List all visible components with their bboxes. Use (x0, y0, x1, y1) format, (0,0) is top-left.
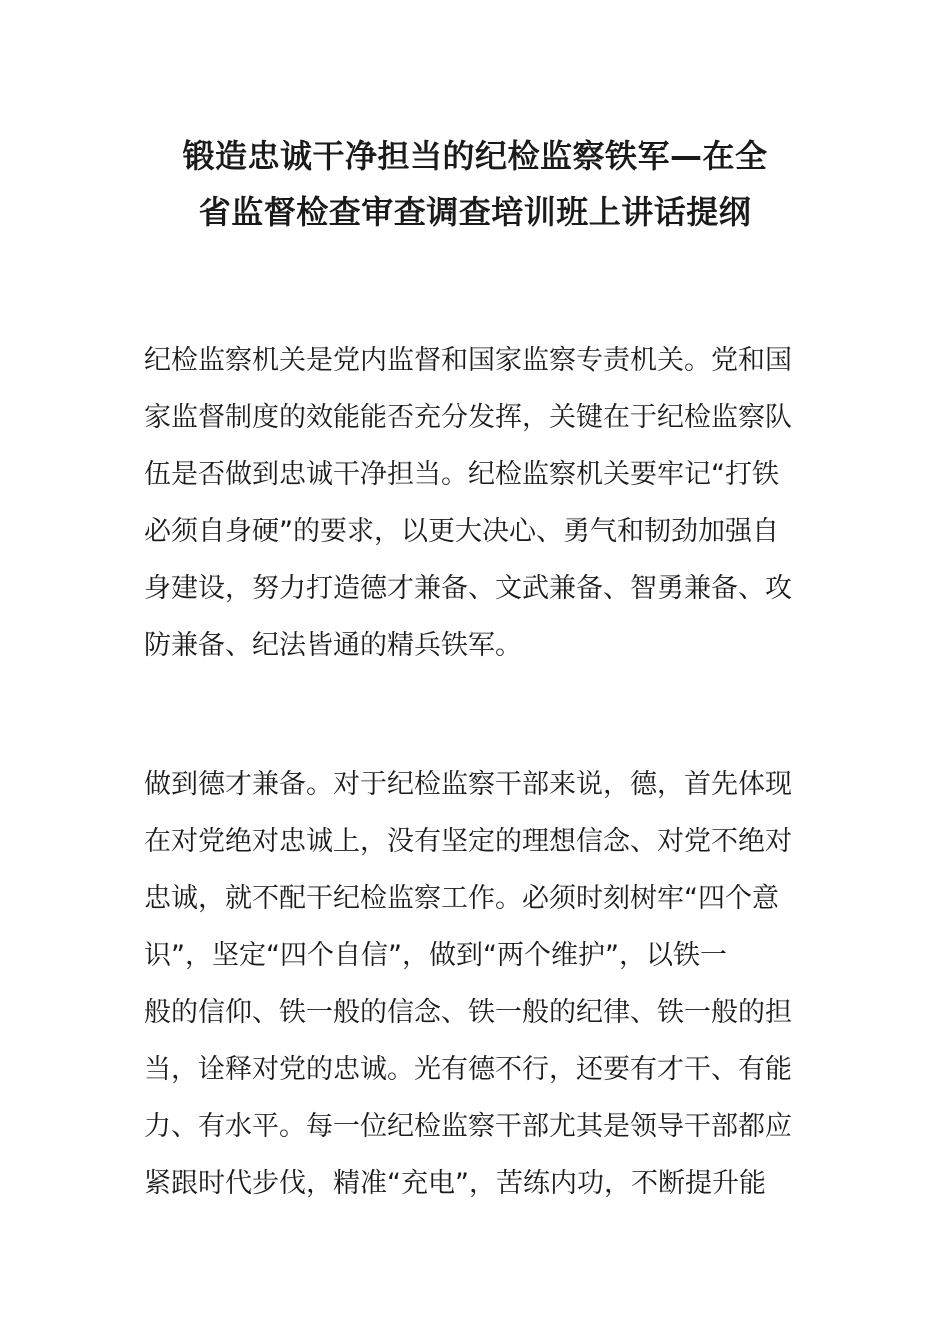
paragraph-line: 力、有水平。每一位纪检监察干部尤其是领导干部都应 (144, 1111, 792, 1142)
paragraph-line: 做到德才兼备。对于纪检监察干部来说，德，首先体现 (144, 769, 792, 800)
document-title (140, 128, 810, 240)
title-line: 省监督检查审查调查培训班上讲话提纲 (198, 193, 752, 231)
paragraph-line: 识”，坚定“四个自信”，做到“两个维护”，以铁一 (144, 940, 727, 971)
paragraph-line: 家监督制度的效能能否充分发挥，关键在于纪检监察队 (144, 402, 792, 433)
paragraph-section-one (144, 756, 810, 1212)
paragraph-intro (144, 332, 810, 674)
paragraph-line: 身建设，努力打造德才兼备、文武兼备、智勇兼备、攻 (144, 573, 792, 604)
paragraph-line: 在对党绝对忠诚上，没有坚定的理想信念、对党不绝对 (144, 826, 792, 857)
title-line: 锻造忠诚干净担当的纪检监察铁军—在全 (182, 137, 768, 175)
paragraph-line: 紧跟时代步伐，精准“充电”，苦练内功，不断提升能 (144, 1168, 766, 1199)
paragraph-line: 般的信仰、铁一般的信念、铁一般的纪律、铁一般的担 (144, 997, 792, 1028)
paragraph-line: 必须自身硬”的要求，以更大决心、勇气和韧劲加强自 (144, 516, 779, 547)
paragraph-line: 防兼备、纪法皆通的精兵铁军。 (144, 630, 522, 661)
paragraph-line: 忠诚，就不配干纪检监察工作。必须时刻树牢“四个意 (144, 883, 779, 914)
paragraph-line: 当，诠释对党的忠诚。光有德不行，还要有才干、有能 (144, 1054, 792, 1085)
paragraph-line: 伍是否做到忠诚干净担当。纪检监察机关要牢记“打铁 (144, 459, 779, 490)
paragraph-line: 纪检监察机关是党内监督和国家监察专责机关。党和国 (144, 345, 792, 376)
